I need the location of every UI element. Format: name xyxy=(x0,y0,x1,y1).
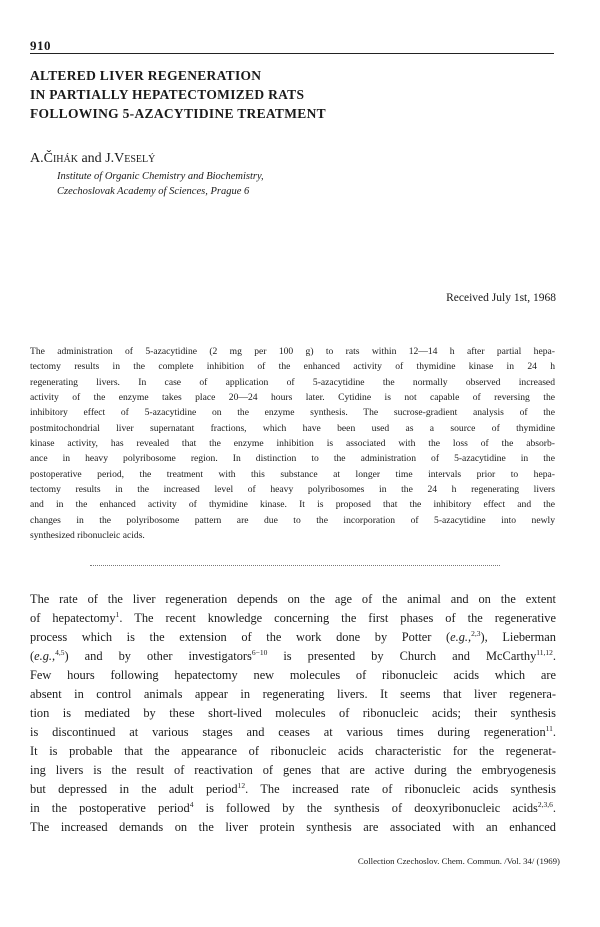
citation-ref: 4,5 xyxy=(55,648,65,657)
body-line: It is probable that the appearance of ribonucleic acids characteristic for the regenerat- xyxy=(30,744,556,758)
author1-initial: A. xyxy=(30,151,44,166)
article-title xyxy=(30,66,550,123)
title-line-1: ALTERED LIVER REGENERATION xyxy=(30,68,262,83)
author-conjunction: and xyxy=(77,151,106,166)
body-line: ing livers is the result of reactivation of genes that are active during the embryogenesis xyxy=(30,763,556,777)
body-line: process which is the extension of the work done by Potter (e.g.,$^{2,3}$), Lieberman xyxy=(30,629,556,644)
affiliation-line-1: Institute of Organic Chemistry and Biochemistry, xyxy=(57,171,264,182)
journal-footer: Collection Czechoslov. Chem. Commun. /Vol. 34/ (1969) xyxy=(357,856,560,866)
affiliation xyxy=(57,169,264,199)
abstract-line: synthesized ribonucleic acids. xyxy=(30,530,145,542)
citation-ref: 11,12 xyxy=(536,648,553,657)
abstract-line: tectomy results in the increased level of heavy polyribosomes in the 24 h regenerating livers xyxy=(30,484,555,496)
abstract-line: changes in the polyribosome pattern are due to the incorporation of 5-azacytidine into newly xyxy=(30,514,555,526)
body-line: in the postoperative period$^4$ is followed by the synthesis of deoxyribonucleic acids$^{2,3,6}$. xyxy=(30,800,556,815)
received-date: Received July 1st, 1968 xyxy=(446,292,556,304)
body-line: is discontinued at various stages and ceases at various times during regeneration$^{11}$. xyxy=(30,724,556,739)
abstract-line: The administration of 5-azacytidine (2 mg per 100 g) to rats within 12—14 h after partial hepa- xyxy=(30,346,555,357)
citation-ref: 2,3 xyxy=(471,629,481,638)
affiliation-line-2: Czechoslovak Academy of Sciences, Prague 6 xyxy=(57,186,250,197)
citation-ref: 6−10 xyxy=(251,648,268,657)
body-line: Few hours following hepatectomy new molecules of ribonucleic acids which are xyxy=(30,668,556,682)
abstract-line: kinase activity, has revealed that the enzyme inhibition is associated with the loss of the absorb- xyxy=(30,438,555,450)
citation-ref: 2,3,6 xyxy=(537,800,553,809)
body-line: tion is mediated by these short-lived molecules of ribonucleic acids; their synthesis xyxy=(30,706,556,720)
title-line-3: FOLLOWING 5-AZACYTIDINE TREATMENT xyxy=(30,106,326,121)
abstract-line: tectomy results in the complete inhibition of the enhanced activity of thymidine kinase in 24 h xyxy=(30,361,555,373)
abstract-line: regenerating livers. In case of application of 5-azacytidine the normally observed increased xyxy=(30,376,555,388)
header-rule xyxy=(30,53,554,54)
abstract-line: activity of the enzyme takes place 20—24 hours later. Cytidine is not capable of reversing the xyxy=(30,392,555,404)
body-line: but depressed in the adult period$^{12}$. The increased rate of ribonucleic acids synthesis xyxy=(30,781,556,796)
body-text xyxy=(30,590,556,837)
body-line: of hepatectomy$^1$. The recent knowledge concerning the first phases of the regenerative xyxy=(30,610,556,625)
abstract-separator xyxy=(90,565,500,566)
abstract-line: postoperative period, the treatment with this substance at longer time intervals prior to hepa- xyxy=(30,468,555,480)
abstract-line: ance in heavy polyribosome region. In distinction to the administration of 5-azacytidine in the xyxy=(30,453,555,465)
abstract xyxy=(30,344,555,543)
citation-ref: 12 xyxy=(237,781,246,790)
page-number: 910 xyxy=(30,38,51,53)
citation-ref: 4 xyxy=(189,800,194,809)
body-line: The increased demands on the liver protein synthesis are associated with an enhanced xyxy=(30,820,556,834)
author-line xyxy=(30,150,155,168)
citation-ref: 11 xyxy=(545,724,553,733)
citation-ref: 1 xyxy=(115,610,120,619)
author1-name: Čihák xyxy=(43,151,78,166)
abstract-line: postmitochondrial liver supernatant fractions, which have been used as a source of thymidine xyxy=(30,422,555,434)
body-line: The rate of the liver regeneration depends on the age of the animal and on the extent xyxy=(30,592,556,606)
title-line-2: IN PARTIALLY HEPATECTOMIZED RATS xyxy=(30,87,305,102)
body-line: absent in control animals appear in regenerating livers. It seems that liver regenera- xyxy=(30,687,556,701)
body-line: (e.g.,$^{4,5}$) and by other investigators$^{6-10}$ is presented by Church and McCarthy$^{11,12}$. xyxy=(30,648,556,663)
author2-initial: J. xyxy=(105,151,115,166)
abstract-line: and in the enhanced activity of thymidine kinase. It is proposed that the inhibitory effect and the xyxy=(30,499,555,511)
author2-name: Veselý xyxy=(114,151,156,166)
abstract-line: inhibitory effect of 5-azacytidine on the enzyme synthesis. The sucrose-gradient analysis of the xyxy=(30,407,555,419)
